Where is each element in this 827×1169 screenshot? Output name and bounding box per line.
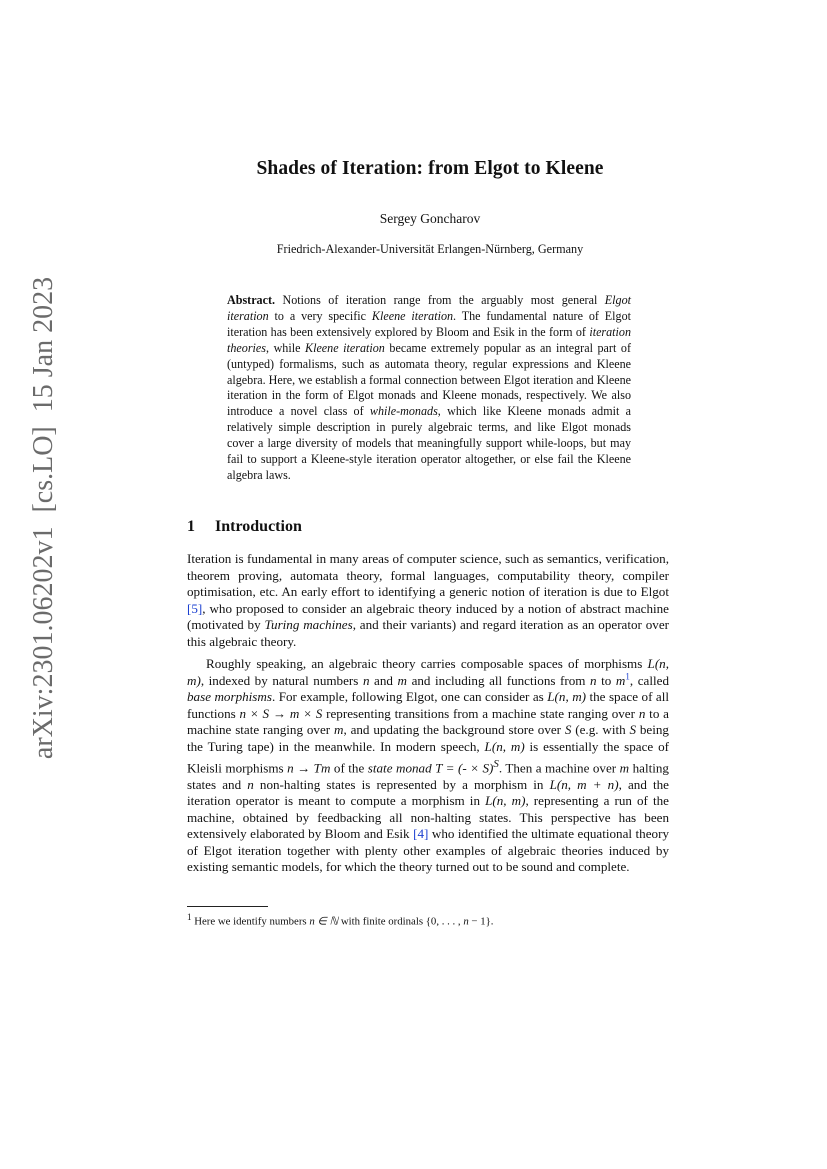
footnote [187,910,669,929]
abstract-term: while-monads [369,404,438,419]
body-text: , and updating the background store over [343,722,565,738]
math: n ∈ ℕ [309,915,339,928]
body-text: of the [330,759,368,775]
emphasis: state monad [367,759,432,775]
body-text: , who proposed to consider an algebraic theory induced by a notion of abstract machine (motivated by [187,600,669,633]
math: n [590,672,597,688]
body-text: , and their variants) and regard iteration as an operator over this algebraic theory. [187,617,669,649]
arxiv-category: [cs.LO] [28,426,59,513]
emphasis: Turing machines [264,617,353,633]
abstract-text: . The fundamental nature of Elgot iteration has been extensively explored by Bloom and Esik in the form of [227,308,631,339]
body-text: . Then a machine over [498,759,620,775]
footnote-text: with finite ordinals {0, . . . , [338,915,464,928]
math: m [615,672,626,688]
citation-link[interactable]: [5] [187,600,203,616]
body-text: and including all functions from [407,672,591,688]
math: m [619,759,630,775]
math: S [629,722,637,738]
abstract-text: became extremely popular as an integral part of (untyped) formalisms, such as automata theory, regular expressions and Kleene algebra. Here, we establish a formal connection between Elgot iteration and Kleene iteration in the form of Elgot monads and Kleene monads, respectively. We also introduce a novel class of [227,340,631,419]
math: n [463,915,469,928]
math: L(n, m) [485,793,526,809]
footnote-text: Here we identify numbers [191,915,310,928]
body-text: the space of all functions [187,689,669,721]
body-text: and [369,672,398,688]
abstract-text: Notions of iteration range from the arguably most general [275,293,605,307]
math: m [397,672,407,688]
abstract-term: Kleene iteration [371,308,454,323]
author-name: Sergey Goncharov [379,211,481,226]
body-text: (e.g. with [571,722,630,738]
emphasis: base morphisms [187,689,272,705]
body-text: , representing a run of the machine, obtained by feedbacking all non-halting states. This perspective has been extensively elaborated by Bloom and Esik [187,793,669,842]
body-text: to a machine state ranging over [187,705,669,738]
math: L(n, m) [187,656,669,688]
abstract-text: , which like Kleene monads admit a relatively simple description in purely algebraic terms, and like Elgot monads cover a large diversity of models that meaningfully support while-loops, but may fail to support a Kleene-style iteration operator altogether, or else fail the Kleene algebra laws. [227,404,631,482]
math: T = (- × S) [435,759,494,775]
abstract-term: iteration theories [227,324,631,355]
abstract-term: Elgot iteration [227,293,631,323]
footnote-mark: 1 [187,912,192,922]
arxiv-id[interactable]: arXiv:2301.06202v1 [28,526,59,760]
abstract-term: Kleene iteration [305,340,385,355]
body-text: halting states and [187,759,669,792]
body-text: who identified the ultimate equational theory of Elgot iteration together with plenty other examples of algebraic theories induced by existing semantic models, for which the theory turned out to be sound and complete. [187,826,669,875]
abstract-text: , while [265,340,306,355]
section-heading [187,518,302,536]
math: L(n, m + n) [549,776,619,792]
intro-paragraph-1 [187,551,669,651]
section-title: Introduction [215,518,302,535]
footnote-text: − 1}. [468,915,494,928]
arxiv-date: 15 Jan 2023 [28,276,59,413]
body-text: , called [629,672,669,688]
citation-link[interactable]: [4] [413,826,429,842]
math: n → Tm [287,759,331,775]
math: n [247,776,254,792]
body-text: , indexed by natural numbers [200,672,363,688]
intro-paragraph-2 [187,656,669,876]
math: n [362,672,370,688]
body-text: , and the iteration operator is meant to compute a morphism in [187,776,669,809]
body-text: non-halting states is represented by a morphism in [253,776,550,792]
body-text: to [596,672,616,688]
body-text: is essentially the space of Kleisli morphisms [187,738,669,775]
math: n [638,705,646,721]
abstract-label: Abstract. [227,293,276,307]
footnote-divider [187,906,268,907]
abstract [227,293,631,484]
math: L(n, m) [547,689,587,705]
body-text: Iteration is fundamental in many areas of computer science, such as semantics, verification, theorem proving, automata theory, formal languages, computability theory, compiler optimisation, etc. An early effort to identifying a generic notion of iteration is due to Elgot [187,551,669,600]
math: m [333,722,344,738]
math: n × S → m × S [239,705,323,721]
math: L(n, m) [484,738,525,754]
paper-title: Shades of Iteration: from Elgot to Kleene [256,158,604,179]
footnote-ref[interactable]: 1 [625,671,630,682]
body-text: being the Turing tape) in the meanwhile. In modern speech, [187,722,669,754]
body-text: . For example, following Elgot, one can consider as [271,689,548,705]
author-affiliation: Friedrich-Alexander-Universität Erlangen-Nürnberg, Germany [276,242,584,256]
body-text: Roughly speaking, an algebraic theory carries composable spaces of morphisms [206,656,648,671]
math-superscript: S [493,757,499,770]
section-number: 1 [187,518,195,535]
body-text: representing transitions from a machine state ranging over [322,705,639,721]
math: S [564,722,572,738]
abstract-text: to a very specific [268,308,372,323]
